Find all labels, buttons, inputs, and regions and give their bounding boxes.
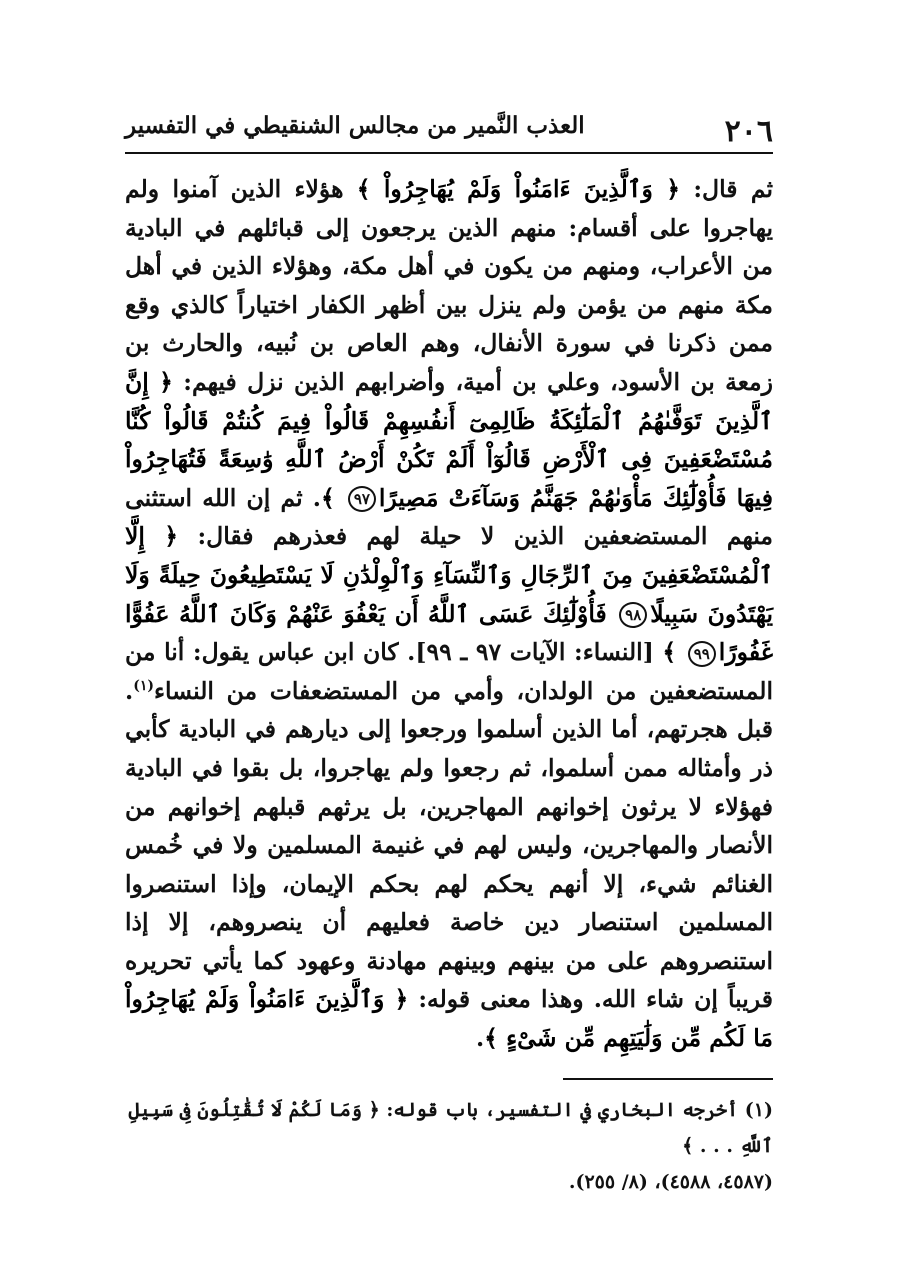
ayah-number-marker: ٩٨ (619, 602, 647, 628)
page-number: ٢٠٦ (724, 114, 773, 149)
quran-brace: ﴾ (662, 638, 685, 667)
page-header (125, 96, 773, 154)
quran-verse: ﴿ إِلَّا ٱلْمُسْتَضْعَفِينَ مِنَ ٱلرِّجَالِ وَٱلنِّسَآءِ وَٱلْوِلْدَٰنِ لَا يَسْتَطِيعُونَ حِيلَةً وَلَا يَهْتَدُونَ سَبِيلًا (125, 522, 773, 628)
text-segment: . قبل هجرتهم، أما الذين أسلموا ورجعوا إلى ديارهم في البادية كأبي ذر وأمثاله ممن أسلموا، ثم رجعوا ولم يهاجروا، بل بقوا في البادية فهؤلاء لا يرثون إخوانهم المهاجرين، بل يرثهم قبلهم إخوانهم من الأنصار والمهاجرين، وليس لهم في غنيمة المسلمين ولا في خُمس الغنائم شيء، إلا أنهم يحكم لهم بحكم الإيمان، وإذا استنصروا المسلمين استنصار دين خاصة فعليهم أن ينصروهم، إلا إذا استنصروهم على من بينهم وبينهم مهادنة وعهود كما يأتي تحريره قريباً إن شاء الله. وهذا معنى قوله: (125, 676, 773, 1014)
footnote (125, 1092, 773, 1200)
quran-brace: ﴾ (320, 483, 345, 512)
quran-verse: ﴿ وَٱلَّذِينَ ءَامَنُواْ وَلَمْ يُهَاجِرُواْ مَا لَكُم مِّن وَلَٰيَتِهِم مِّن شَىْءٍ ﴾ (125, 985, 773, 1053)
footnote-marker[interactable]: (١) (133, 677, 154, 694)
running-title: العذب النَّمير من مجالس الشنقيطي في التفسير (125, 112, 585, 139)
text-segment: . ثم إن الله استثنى منهم المستضعفين الذين لا حيلة لهم فعذرهم فقال: (125, 483, 773, 551)
main-text (125, 170, 773, 1058)
quran-verse: ﴿ إِنَّ ٱلَّذِينَ تَوَفَّىٰهُمُ ٱلْمَلَٰٓئِكَةُ ظَالِمِىٓ أَنفُسِهِمْ قَالُواْ فِيمَ كُنتُمْ قَالُواْ كُنَّا مُسْتَضْعَفِينَ فِى ٱلْأَرْضِ قَالُوٓاْ أَلَمْ تَكُنْ أَرْضُ ٱللَّهِ وَٰسِعَةً فَتُهَاجِرُواْ فِيهَا فَأُوْلَٰٓئِكَ مَأْوَىٰهُمْ جَهَنَّمُ وَسَآءَتْ مَصِيرًا (125, 367, 773, 512)
ayah-number-marker: ٩٧ (348, 486, 376, 512)
quran-verse: ﴿ وَٱلَّذِينَ ءَامَنُواْ وَلَمْ يُهَاجِرُواْ ﴾ (356, 175, 681, 203)
verse-reference: [النساء: الآيات ٩٧ ـ ٩٩] (415, 638, 663, 667)
text-segment: . (475, 1024, 485, 1053)
body-paragraph (125, 170, 773, 1058)
text-segment: ثم قال: (680, 175, 773, 203)
text-segment: . كان ابن عباس يقول: أنا من المستضعفين من الولدان، وأمي من المستضعفات من النساء (125, 638, 773, 705)
footnote-line: (٤٥٨٧، ٤٥٨٨)، (٨/ ٢٥٥). (568, 1171, 773, 1193)
text-segment: هؤلاء الذين آمنوا ولم يهاجروا على أقسام: منهم الذين يرجعون إلى قبائلهم في البادية من الأعراب، ومنهم من يكون في أهل مكة، وهؤلاء الذين في أهل مكة منهم من يؤمن ولم ينزل بين أظهر الكفار اختياراً كالذي وقع ممن ذكرنا في سورة الأنفال، وهم العاص بن نُبيه، والحارث بن زمعة بن الأسود، وعلي بن أمية، وأضرابهم الذين نزل فيهم: (125, 175, 773, 396)
quran-verse: فَأُوْلَٰٓئِكَ عَسَى ٱللَّهُ أَن يَعْفُوَ عَنْهُمْ وَكَانَ ٱللَّهُ عَفُوًّا غَفُورًا (125, 599, 773, 667)
footnote-divider (563, 1078, 773, 1080)
footnote-line: (١) أخرجه البخاري في التفسير، باب قوله: ﴿ وَمَا لَكُمْ لَا تُقَٰتِلُونَ فِى سَبِيلِ ٱللَّهِ . . . ﴾ (128, 1099, 773, 1157)
ayah-number-marker: ٩٩ (688, 641, 716, 667)
